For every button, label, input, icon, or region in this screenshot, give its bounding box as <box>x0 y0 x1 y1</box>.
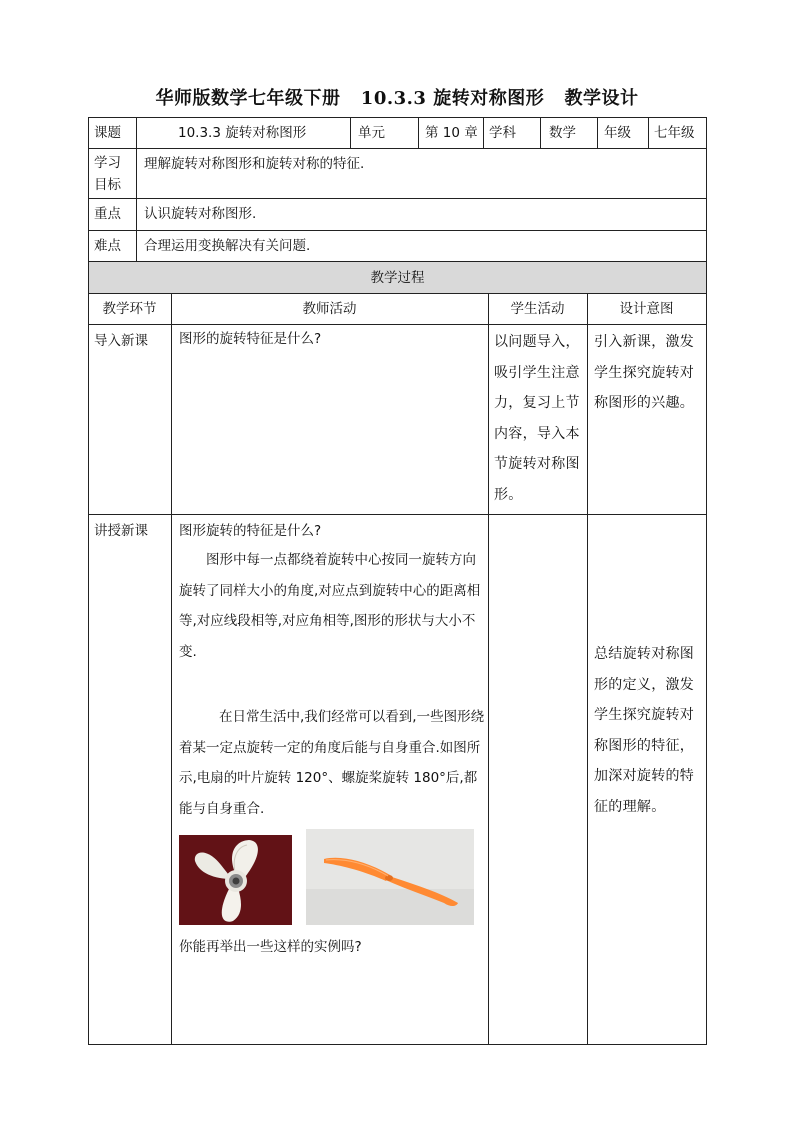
topic-value: 10.3.3 旋转对称图形 <box>178 125 307 141</box>
process-section-title: 教学过程 <box>370 270 425 286</box>
subject-value: 数学 <box>549 125 576 141</box>
row1-student: 以问题导入，吸引学生注意力，复习上节内容，导入本节旋转对称图形。 <box>494 334 580 503</box>
goal-value: 理解旋转对称图形和旋转对称的特征. <box>144 156 365 172</box>
row2-daily-life: 在日常生活中,我们经常可以看到,一些图形绕着某一定点旋转一定的角度后能与自身重合.如图所示,电扇的叶片旋转 120°、螺旋桨旋转 180°后,都能与自身重合. <box>179 709 485 817</box>
header-stage: 教学环节 <box>102 301 157 317</box>
difficulty-value: 合理运用变换解决有关问题. <box>144 238 311 254</box>
row2-stage: 讲授新课 <box>94 523 148 539</box>
row2-intent: 总结旋转对称图形的定义，激发学生探究旋转对称图形的特征，加深对旋转的特征的理解。 <box>594 646 695 815</box>
header-student: 学生活动 <box>510 301 565 317</box>
grade-value: 七年级 <box>654 125 695 141</box>
difficulty-label: 难点 <box>94 238 121 254</box>
row1-teacher: 图形的旋转特征是什么? <box>179 331 322 347</box>
subject-label: 学科 <box>489 125 516 141</box>
row2-ask-examples: 你能再举出一些这样的实例吗? <box>179 939 362 955</box>
goal-label: 学习 目标 <box>94 155 121 193</box>
grade-label: 年级 <box>604 125 631 141</box>
row1-intent: 引入新课，激发学生探究旋转对称图形的兴趣。 <box>594 334 695 411</box>
header-teacher: 教师活动 <box>302 301 357 317</box>
fan-blade-photo <box>179 835 292 925</box>
propeller-icon <box>306 829 474 925</box>
key-point-label: 重点 <box>94 206 121 222</box>
lesson-plan-table <box>88 117 707 1045</box>
propeller-photo <box>306 829 474 925</box>
unit-label: 单元 <box>358 125 385 141</box>
fan-blade-icon <box>179 835 292 925</box>
topic-label: 课题 <box>94 125 121 141</box>
unit-value: 第 10 章 <box>425 125 478 141</box>
row2-rotation-features: 图形中每一点都绕着旋转中心按同一旋转方向旋转了同样大小的角度,对应点到旋转中心的距离相等,对应线段相等,对应角相等,图形的形状与大小不变. <box>179 552 481 660</box>
row1-stage: 导入新课 <box>94 333 148 349</box>
row2-question: 图形旋转的特征是什么? <box>179 523 322 539</box>
header-intent: 设计意图 <box>619 301 674 317</box>
key-point-value: 认识旋转对称图形. <box>144 206 257 222</box>
page-title: 华师版数学七年级下册 10.3.3 旋转对称图形 教学设计 <box>155 88 639 109</box>
